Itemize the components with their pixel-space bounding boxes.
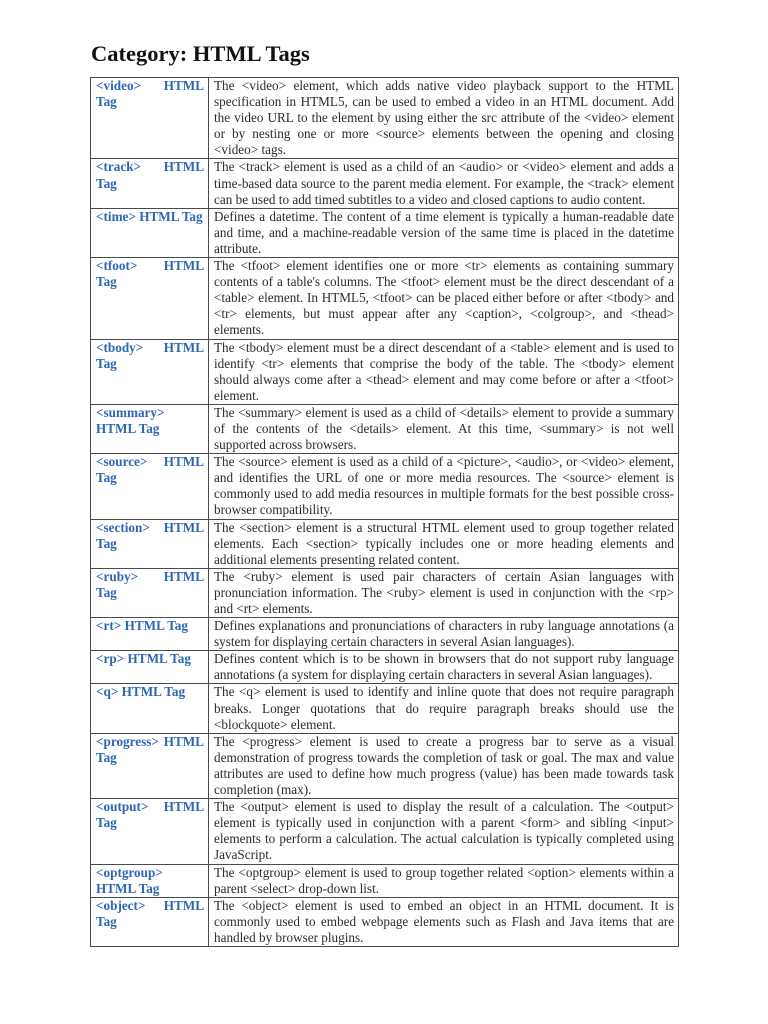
tag-description-cell: The <output> element is used to display the result of a calculation. The <output> element is typically used in conjunction with a parent <form> and sibling <input> elements to perform a calculation. The actual calculation is typically completed using JavaScript. [209,799,679,864]
html-tags-table [90,77,679,947]
table-row [91,258,679,339]
table-row [91,208,679,257]
tag-description-cell: Defines a datetime. The content of a time element is typically a human-readable date and time, and a machine-readable version of the same time is placed in the datetime attribute. [209,208,679,257]
tag-name-cell: <optgroup> HTML Tag [91,864,209,897]
tag-description-cell: The <summary> element is used as a child of <details> element to provide a summary of the contents of the <details> element. At this time, <summary> is not well supported across browsers. [209,404,679,453]
table-row [91,684,679,733]
table-row [91,799,679,864]
tag-description-cell: The <source> element is used as a child of a <picture>, <audio>, or <video> element, and identifies the URL of one or more media resources. The <source> element is commonly used to add media resources in multiple formats for the best possible cross-browser compatibility. [209,454,679,519]
table-row [91,404,679,453]
table-row [91,454,679,519]
tag-name-cell: <tbody> HTML Tag [91,339,209,404]
table-row [91,897,679,946]
tag-name-cell: <tfoot> HTML Tag [91,258,209,339]
tag-name-cell: <track> HTML Tag [91,159,209,208]
tag-name-cell: <rt> HTML Tag [91,618,209,651]
page-title: Category: HTML Tags [91,41,310,66]
tag-description-cell: The <q> element is used to identify and inline quote that does not require paragraph breaks. Longer quotations that do require paragraph breaks should use the <blockquote> element. [209,684,679,733]
tag-description-cell: Defines content which is to be shown in browsers that do not support ruby language annotations (a system for displaying certain characters in several Asian languages). [209,651,679,684]
tag-name-cell: <ruby> HTML Tag [91,568,209,617]
tag-description-cell: The <tbody> element must be a direct descendant of a <table> element and is used to identify <tr> elements that comprise the body of the table. The <tbody> element should always come after a <thead> element and may come before or after a <tfoot> element. [209,339,679,404]
tag-name-cell: <summary> HTML Tag [91,404,209,453]
table-row [91,568,679,617]
tag-description-cell: The <optgroup> element is used to group together related <option> elements within a parent <select> drop-down list. [209,864,679,897]
tag-name-cell: <q> HTML Tag [91,684,209,733]
tag-name-cell: <section> HTML Tag [91,519,209,568]
tag-description-cell: The <tfoot> element identifies one or more <tr> elements as containing summary contents of a table's columns. The <tfoot> element must be the direct descendant of a <table> element. In HTML5, <tfoot> can be placed either before or after <tbody> and <tr> elements, but must appear after any <caption>, <colgroup>, and <thead> elements. [209,258,679,339]
table-row [91,651,679,684]
table-row [91,618,679,651]
tag-name-cell: <source> HTML Tag [91,454,209,519]
tag-description-cell: The <object> element is used to embed an object in an HTML document. It is commonly used to embed webpage elements such as Flash and Java items that are handled by browser plugins. [209,897,679,946]
tag-name-cell: <time> HTML Tag [91,208,209,257]
table-row [91,864,679,897]
tag-name-cell: <progress> HTML Tag [91,733,209,798]
tag-description-cell: The <track> element is used as a child of an <audio> or <video> element and adds a time-based data source to the parent media element. For example, the <track> element can be used to add timed subtitles to a video and closed captions to audio content. [209,159,679,208]
table-row [91,519,679,568]
tag-description-cell: The <section> element is a structural HTML element used to group together related elements. Each <section> typically includes one or more heading elements and additional elements presenting related content. [209,519,679,568]
tag-name-cell: <rp> HTML Tag [91,651,209,684]
table-row [91,159,679,208]
tag-description-cell: The <progress> element is used to create a progress bar to serve as a visual demonstration of progress towards the completion of task or goal. The max and value attributes are used to define how much progress (value) has been made towards task completion (max). [209,733,679,798]
tag-name-cell: <output> HTML Tag [91,799,209,864]
table-row [91,339,679,404]
tag-name-cell: <video> HTML Tag [91,78,209,159]
tag-description-cell: Defines explanations and pronunciations of characters in ruby language annotations (a system for displaying certain characters in several Asian languages). [209,618,679,651]
table-row [91,733,679,798]
tag-name-cell: <object> HTML Tag [91,897,209,946]
tag-description-cell: The <ruby> element is used pair characters of certain Asian languages with pronunciation information. The <ruby> element is used in conjunction with the <rp> and <rt> elements. [209,568,679,617]
table-row [91,78,679,159]
tag-description-cell: The <video> element, which adds native video playback support to the HTML specification in HTML5, can be used to embed a video in an HTML document. Add the video URL to the element by using either the src attribute of the <video> element or by nesting one or more <source> elements between the opening and closing <video> tags. [209,78,679,159]
